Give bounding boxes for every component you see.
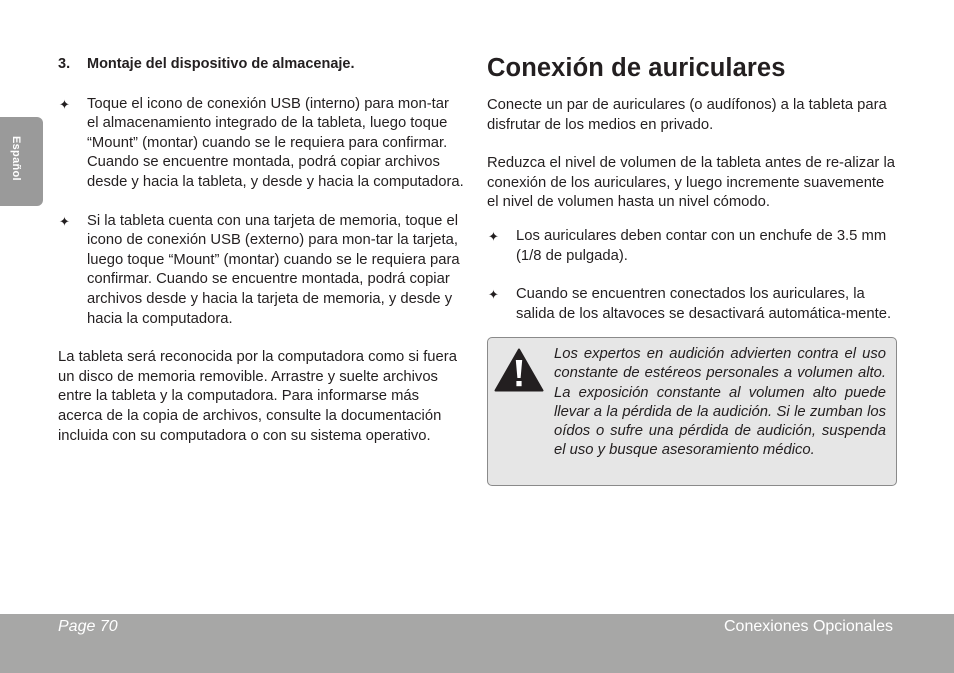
bullet-text: Los auriculares deben contar con un enchufe de 3.5 mm (1/8 de pulgada). xyxy=(516,227,887,264)
page-number: Page 70 xyxy=(58,618,118,635)
list-item xyxy=(487,227,897,266)
step-heading xyxy=(58,55,464,75)
page-footer xyxy=(0,614,954,673)
body-paragraph: La tableta será reconocida por la computadora como si fuera un disco de memoria removible. Arrastre y suelte archivos entre la tableta y la computadora. Para informarse más acerca de la copia de archivos, consulte la documentación incluida con su computadora o con su sistema operativo. xyxy=(58,349,457,444)
step-number: 3. xyxy=(58,56,71,72)
section-heading: Conexión de auriculares xyxy=(487,54,786,82)
left-column xyxy=(58,55,464,465)
list-item xyxy=(58,95,464,193)
right-column xyxy=(487,52,897,343)
step-title: Montaje del dispositivo de almacenaje. xyxy=(87,56,355,72)
language-tab xyxy=(0,117,43,206)
bullet-text: Toque el icono de conexión USB (interno) para mon-tar el almacenamiento integrado de la tableta, luego toque “Mount” (montar) cuando se le requiera para confirmar. Cuando se encuentre montada, podrá copiar archivos desde y hacia la tableta, y desde y hacia la computadora. xyxy=(87,95,464,190)
four-point-star-icon: ✦ xyxy=(59,213,70,229)
four-point-star-icon: ✦ xyxy=(488,287,499,303)
language-tab-label: Español xyxy=(10,136,22,181)
four-point-star-icon: ✦ xyxy=(488,228,499,244)
warning-triangle-icon xyxy=(494,348,544,392)
warning-box xyxy=(487,337,897,486)
bullet-text: Si la tableta cuenta con una tarjeta de memoria, toque el icono de conexión USB (externo) para mon-tar la tarjeta, luego toque “Mount” (montar) cuando se le requiera para confirmar. Cuando se encuentre montada, podrá copiar archivos desde y hacia la tarjeta de memoria, y desde y hacia la computadora. xyxy=(87,212,460,327)
body-paragraph: Reduzca el nivel de volumen de la tableta antes de re-alizar la conexión de los auriculares, y luego incremente suavemente el nivel de volumen hasta un nivel cómodo. xyxy=(487,155,895,211)
warning-text: Los expertos en audición advierten contra el uso constante de estéreos personales a volumen alto. La exposición constante al volumen alto puede llevar a la pérdida de la audición. Si le zumban los oídos o sufre una pérdida de audición, suspenda el uso y busque asesoramiento médico. xyxy=(554,346,886,459)
four-point-star-icon: ✦ xyxy=(59,96,70,112)
list-item xyxy=(487,285,897,324)
list-item xyxy=(58,212,464,330)
body-paragraph: Conecte un par de auriculares (o audífonos) a la tableta para disfrutar de los medios en privado. xyxy=(487,97,887,133)
bullet-text: Cuando se encuentren conectados los auriculares, la salida de los altavoces se desactivará automática-mente. xyxy=(516,286,892,322)
section-name: Conexiones Opcionales xyxy=(724,618,893,635)
